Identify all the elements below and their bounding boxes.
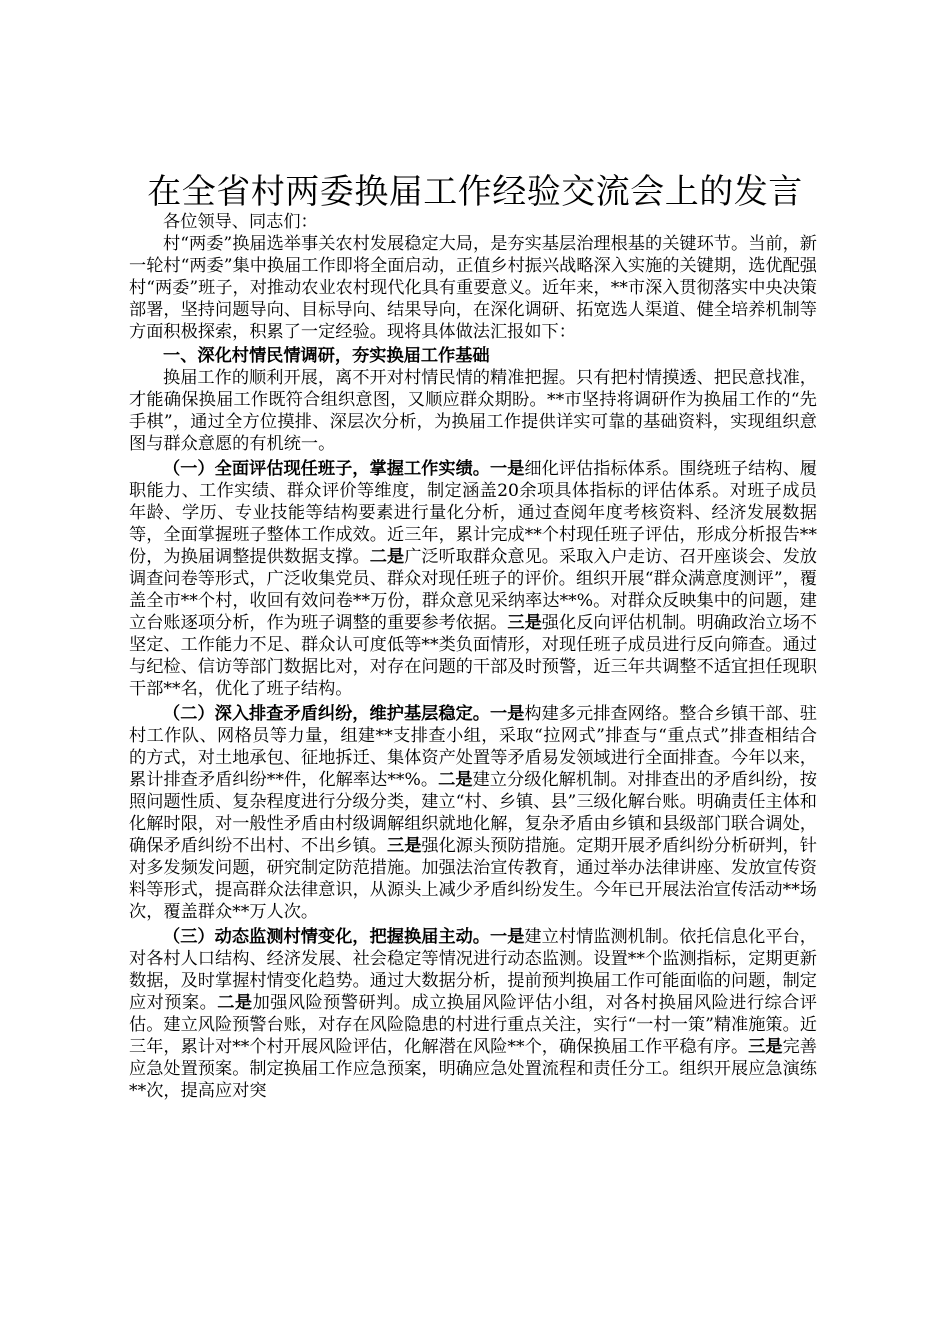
point-text: 建立分级化解机制。对排查出的矛盾纠纷，按照问题性质、复杂程度进行分级分类，建立“村、乡镇、县”三级化解台账。明确责任主体和化解时限，对一般性矛盾由村级调解组织就地化解，复杂矛盾由乡镇和县级部门联合调处，确保矛盾纠纷不出村、不出乡镇。 <box>129 770 817 856</box>
point-marker: 一是 <box>490 704 525 724</box>
point-marker: 二是 <box>369 547 405 567</box>
subsection-heading: （三）动态监测村情变化，把握换届主动。 <box>163 927 490 947</box>
point-marker: 三是 <box>507 613 542 633</box>
section-1-intro: 换届工作的顺利开展，离不开对村情民情的精准把握。只有把村情摸透、把民意找准，才能确保换届工作既符合组织意图，又顺应群众期盼。**市坚持将调研作为换届工作的“先手棋”，通过全方位摸排、深层次分析，为换届工作提供详实可靠的基础资料，实现组织意图与群众意愿的有机统一。 <box>129 368 817 454</box>
document-title: 在全省村两委换届工作经验交流会上的发言 <box>147 172 803 212</box>
salutation: 各位领导、同志们： <box>163 212 318 232</box>
subsection-paragraph <box>129 458 817 700</box>
subsection-heading: （一）全面评估现任班子，掌握工作实绩。 <box>163 459 490 479</box>
point-text: 广泛听取群众意见。采取入户走访、召开座谈会、发放调查问卷等形式，广泛收集党员、群众对现任班子的评价。组织开展“群众满意度测评”，覆盖全市**个村，收回有效问卷**万份，群众意见采纳率达**%。对群众反映集中的问题，建立台账逐项分析，作为班子调整的重要参考依据。 <box>129 547 817 633</box>
point-marker: 一是 <box>490 459 525 479</box>
point-marker: 一是 <box>490 927 525 947</box>
subsection-paragraph <box>129 926 817 1102</box>
point-marker: 二是 <box>438 770 473 790</box>
document-body <box>129 211 817 1102</box>
subsection-heading: （二）深入排查矛盾纠纷，维护基层稳定。 <box>163 704 490 724</box>
section-heading-1: 一、深化村情民情调研，夯实换届工作基础 <box>163 346 490 366</box>
point-text: 构建多元排查网络。整合乡镇干部、驻村工作队、网格员等力量，组建**支排查小组，采取“拉网式”排查与“重点式”排查相结合的方式，对土地承包、征地拆迁、集体资产处置等矛盾易发领域进行全面排查。今年以来，累计排查矛盾纠纷**件，化解率达**%。 <box>129 704 817 790</box>
point-marker: 二是 <box>217 993 253 1013</box>
point-marker: 三是 <box>387 836 422 856</box>
point-text: 加强风险预警研判。成立换届风险评估小组，对各村换届风险进行综合评估。建立风险预警台账，对存在风险隐患的村进行重点关注，实行“一村一策”精准施策。近三年，累计对**个村开展风险评估，化解潜在风险**个，确保换届工作平稳有序。 <box>129 993 817 1057</box>
point-text: 建立村情监测机制。依托信息化平台，对各村人口结构、经济发展、社会稳定等情况进行动态监测。设置**个监测指标，定期更新数据，及时掌握村情变化趋势。通过大数据分析，提前预判换届工作可能面临的问题，制定应对预案。 <box>129 927 817 1013</box>
subsection-paragraph <box>129 703 817 923</box>
point-marker: 三是 <box>748 1037 783 1057</box>
point-text: 完善应急处置预案。制定换届工作应急预案，明确应急处置流程和责任分工。组织开展应急演练**次，提高应对突 <box>129 1037 817 1101</box>
intro-paragraph: 村“两委”换届选举事关农村发展稳定大局，是夯实基层治理根基的关键环节。当前，新一轮村“两委”集中换届工作即将全面启动，正值乡村振兴战略深入实施的关键期，选优配强村“两委”班子，对推动农业农村现代化具有重要意义。近年来，**市深入贯彻落实中央决策部署，坚持问题导向、目标导向、结果导向，在深化调研、拓宽选人渠道、健全培养机制等方面积极探索，积累了一定经验。现将具体做法汇报如下： <box>129 234 817 342</box>
point-text: 细化评估指标体系。围绕班子结构、履职能力、工作实绩、群众评价等维度，制定涵盖20余项具体指标的评估体系。对班子成员年龄、学历、专业技能等结构要素进行量化分析，通过查阅年度考核资料、经济发展数据等，全面掌握班子整体工作成效。近三年，累计完成**个村现任班子评估，形成分析报告**份，为换届调整提供数据支撑。 <box>129 459 817 567</box>
point-text: 强化源头预防措施。定期开展矛盾纠纷分析研判，针对多发频发问题，研究制定防范措施。加强法治宣传教育，通过举办法律讲座、发放宣传资料等形式，提高群众法律意识，从源头上减少矛盾纠纷发生。今年已开展法治宣传活动**场次，覆盖群众**万人次。 <box>129 836 817 922</box>
point-text: 强化反向评估机制。明确政治立场不坚定、工作能力不足、群众认可度低等**类负面情形，对现任班子成员进行反向筛查。通过与纪检、信访等部门数据比对，对存在问题的干部及时预警，近三年共调整不适宜担任现职干部**名，优化了班子结构。 <box>129 613 817 699</box>
